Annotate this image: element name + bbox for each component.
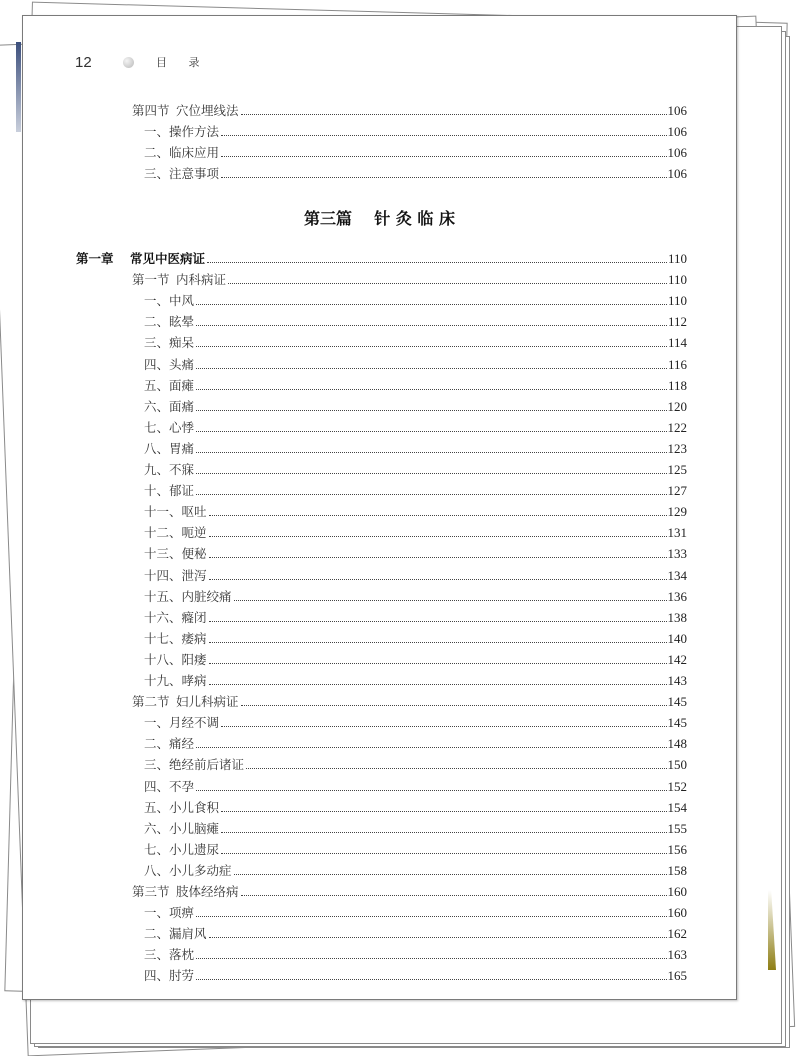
toc-entry-text: 二、漏肩风 bbox=[144, 926, 207, 942]
dot-leader bbox=[209, 620, 667, 622]
toc-entry-text: 穴位埋线法 bbox=[176, 103, 239, 118]
toc-entry-item[interactable] bbox=[144, 796, 687, 816]
toc-entry-section[interactable] bbox=[132, 99, 687, 119]
toc-page-number: 106 bbox=[667, 166, 687, 182]
toc-entry-text: 二、眩晕 bbox=[144, 314, 195, 330]
toc-entry-title bbox=[144, 947, 196, 963]
dot-leader bbox=[234, 873, 667, 875]
toc-entry-title bbox=[144, 145, 221, 161]
toc-entry-section[interactable] bbox=[132, 880, 687, 900]
toc-entry-item[interactable] bbox=[144, 479, 687, 499]
toc-entry-title bbox=[144, 863, 234, 879]
dot-leader bbox=[196, 409, 666, 411]
toc-entry-item[interactable] bbox=[144, 627, 687, 647]
toc-entry-item[interactable] bbox=[144, 732, 687, 752]
toc-page-number: 165 bbox=[667, 968, 687, 984]
toc-entry-title bbox=[144, 779, 196, 795]
toc-entry-title bbox=[144, 399, 196, 415]
toc-entry-text: 十七、痿病 bbox=[144, 630, 207, 646]
toc-entry-text: 二、痛经 bbox=[144, 736, 195, 752]
toc-entry-item[interactable] bbox=[144, 669, 687, 689]
toc-entry-item[interactable] bbox=[144, 395, 687, 415]
toc-entry-text: 七、小儿遗尿 bbox=[144, 841, 220, 857]
toc-page-number: 150 bbox=[667, 757, 687, 773]
toc-entry-item[interactable] bbox=[144, 648, 687, 668]
toc-page-number: 120 bbox=[667, 398, 687, 414]
toc-entry-item[interactable] bbox=[144, 162, 687, 182]
toc-entry-item[interactable] bbox=[144, 964, 687, 984]
toc-entry-item[interactable] bbox=[144, 606, 687, 626]
toc-page-number: 118 bbox=[667, 377, 687, 393]
toc-entry-title bbox=[144, 905, 196, 921]
toc-entry-text: 十二、呃逆 bbox=[144, 525, 207, 541]
toc-entry-title bbox=[132, 103, 241, 119]
toc-entry-text: 八、小儿多动症 bbox=[144, 862, 232, 878]
dot-leader bbox=[221, 810, 666, 812]
toc-page-number: 112 bbox=[667, 314, 687, 330]
toc-entry-item[interactable] bbox=[144, 711, 687, 731]
toc-page-number: 145 bbox=[667, 694, 687, 710]
toc-entry-title bbox=[144, 610, 209, 626]
dot-leader bbox=[246, 767, 666, 769]
toc-entry-number: 第一章 bbox=[76, 251, 114, 266]
toc-entry-title bbox=[144, 357, 196, 373]
dot-leader bbox=[209, 535, 667, 537]
toc-entry-item[interactable] bbox=[144, 120, 687, 140]
dot-leader bbox=[241, 704, 667, 706]
toc-entry-title bbox=[144, 124, 221, 140]
toc-entry-text: 四、肘劳 bbox=[144, 968, 195, 984]
toc-entry-title bbox=[144, 462, 196, 478]
toc-entry-text: 八、胃痛 bbox=[144, 440, 195, 456]
toc-entry-title bbox=[144, 546, 209, 562]
toc-entry-title bbox=[144, 420, 196, 436]
toc-page-number: 134 bbox=[667, 567, 687, 583]
toc-entry-title bbox=[144, 842, 221, 858]
toc-page-number: 114 bbox=[667, 335, 687, 351]
toc-page bbox=[22, 15, 737, 1000]
dot-leader bbox=[196, 303, 667, 305]
dot-leader bbox=[196, 451, 666, 453]
toc-entry-title bbox=[144, 483, 196, 499]
toc-entry-item[interactable] bbox=[144, 310, 687, 330]
toc-entry-title bbox=[132, 694, 241, 710]
toc-entry-title bbox=[144, 293, 196, 309]
toc-page-number: 140 bbox=[667, 630, 687, 646]
toc-entry-item[interactable] bbox=[144, 416, 687, 436]
toc-entry-item[interactable] bbox=[144, 500, 687, 520]
toc-entry-text: 常见中医病证 bbox=[130, 251, 206, 266]
toc-page-number: 129 bbox=[667, 504, 687, 520]
toc-entry-item[interactable] bbox=[144, 289, 687, 309]
toc-entry-item[interactable] bbox=[144, 542, 687, 562]
toc-entry-item[interactable] bbox=[144, 353, 687, 373]
toc-page-number: 106 bbox=[667, 124, 687, 140]
toc-entry-chapter[interactable] bbox=[76, 247, 687, 267]
dot-leader bbox=[196, 957, 666, 959]
header-title: 目 录 bbox=[156, 56, 209, 69]
dot-leader bbox=[196, 367, 667, 369]
toc-entry-text: 五、小儿食积 bbox=[144, 799, 220, 815]
dot-leader bbox=[221, 155, 666, 157]
toc-entry-text: 七、心悸 bbox=[144, 419, 195, 435]
toc-entry-text: 十、郁证 bbox=[144, 483, 195, 499]
toc-entry-number: 第二节 bbox=[132, 694, 170, 710]
toc-entry-item[interactable] bbox=[144, 817, 687, 837]
toc-entry-title bbox=[144, 757, 246, 773]
toc-entry-item[interactable] bbox=[144, 943, 687, 963]
toc-entry-item[interactable] bbox=[144, 458, 687, 478]
toc-entry-title bbox=[144, 968, 196, 984]
toc-entry-item[interactable] bbox=[144, 901, 687, 921]
dot-leader bbox=[209, 936, 667, 938]
toc-page-number: 160 bbox=[667, 884, 687, 899]
dot-leader bbox=[196, 345, 667, 347]
toc-page-number: 148 bbox=[667, 736, 687, 752]
dot-leader bbox=[209, 514, 667, 516]
toc-entry-text: 二、临床应用 bbox=[144, 145, 220, 161]
part-number: 第三篇 bbox=[303, 209, 352, 228]
toc-page-number: 160 bbox=[667, 905, 687, 921]
dot-leader bbox=[221, 831, 666, 833]
toc-entry-text: 十一、呕吐 bbox=[144, 504, 207, 520]
dot-leader bbox=[209, 683, 667, 685]
toc-entry-text: 一、操作方法 bbox=[144, 124, 220, 140]
toc-entry-title bbox=[144, 589, 234, 605]
dot-leader bbox=[234, 599, 667, 601]
toc-entry-title bbox=[144, 926, 209, 942]
toc-page-number: 163 bbox=[667, 947, 687, 963]
dot-leader bbox=[221, 176, 666, 178]
toc-entry-text: 六、面痛 bbox=[144, 398, 195, 414]
toc-entry-text: 十五、内脏绞痛 bbox=[144, 588, 232, 604]
toc-entry-text: 一、月经不调 bbox=[144, 715, 220, 731]
part-subtitle: 针 灸 临 床 bbox=[374, 209, 455, 228]
dot-leader bbox=[207, 261, 667, 263]
toc-page-number: 106 bbox=[667, 103, 687, 118]
toc-entry-text: 四、不孕 bbox=[144, 778, 195, 794]
toc-page-number: 125 bbox=[667, 462, 687, 477]
toc-page-number: 162 bbox=[667, 926, 687, 942]
toc-entry-text: 三、落枕 bbox=[144, 947, 195, 963]
toc-page-number: 123 bbox=[667, 440, 687, 456]
toc-entry-item[interactable] bbox=[144, 859, 687, 879]
toc-entry-item[interactable] bbox=[144, 521, 687, 541]
toc-page-number: 154 bbox=[667, 799, 687, 815]
toc-entry-title bbox=[144, 568, 209, 584]
toc-entry-text: 十九、哮病 bbox=[144, 673, 207, 688]
toc-entry-text: 六、小儿脑瘫 bbox=[144, 820, 220, 836]
toc-entry-number: 第三节 bbox=[132, 884, 170, 899]
toc-entry-item[interactable] bbox=[144, 922, 687, 942]
dot-leader bbox=[221, 852, 666, 854]
toc-page-number: 143 bbox=[667, 673, 687, 688]
toc-page-number: 127 bbox=[667, 483, 687, 499]
dot-leader bbox=[221, 134, 666, 136]
toc-entry-number: 第四节 bbox=[132, 103, 170, 118]
toc-page-number: 133 bbox=[667, 546, 687, 562]
toc-entry-text: 四、头痛 bbox=[144, 356, 195, 372]
dot-leader bbox=[228, 282, 667, 284]
toc-entry-item[interactable] bbox=[144, 838, 687, 858]
toc-entry-text: 妇儿科病证 bbox=[176, 694, 239, 710]
toc-entry-title bbox=[144, 631, 209, 647]
toc-entry-section[interactable] bbox=[132, 690, 687, 710]
toc-page-number: 116 bbox=[667, 356, 687, 372]
toc-page-number: 156 bbox=[667, 841, 687, 857]
toc-page-number: 145 bbox=[667, 715, 687, 731]
dot-leader bbox=[241, 113, 667, 115]
dot-leader bbox=[196, 746, 666, 748]
toc-entry-title bbox=[144, 378, 196, 394]
toc-entry-title bbox=[144, 314, 196, 330]
page-number: 12 bbox=[75, 53, 92, 71]
toc-entry-number: 第一节 bbox=[132, 272, 170, 288]
toc-entry-title bbox=[132, 884, 241, 900]
toc-entry-text: 十八、阳痿 bbox=[144, 651, 207, 667]
toc-entry-text: 三、注意事项 bbox=[144, 166, 220, 182]
toc-page-number: 110 bbox=[667, 293, 687, 309]
toc-entry-title bbox=[144, 800, 221, 816]
toc-entry-title bbox=[144, 525, 209, 541]
toc-entry-title bbox=[144, 335, 196, 351]
toc-entry-title bbox=[144, 736, 196, 752]
page-edge-accent bbox=[16, 42, 21, 132]
toc-entry-item[interactable] bbox=[144, 585, 687, 605]
toc-entry-text: 一、项痹 bbox=[144, 905, 195, 921]
toc-entry-item[interactable] bbox=[144, 437, 687, 457]
dot-leader bbox=[209, 578, 667, 580]
part-title bbox=[23, 206, 736, 229]
dot-leader bbox=[196, 430, 666, 432]
toc-entry-title bbox=[132, 272, 228, 288]
toc-entry-section[interactable] bbox=[132, 268, 687, 288]
dot-leader bbox=[221, 725, 666, 727]
toc-entry-title bbox=[144, 166, 221, 182]
toc-page-number: 155 bbox=[667, 820, 687, 836]
toc-entry-title bbox=[144, 821, 221, 837]
toc-entry-text: 五、面瘫 bbox=[144, 377, 195, 393]
toc-page-number: 106 bbox=[667, 145, 687, 161]
toc-page-number: 152 bbox=[667, 778, 687, 794]
toc-entry-text: 十三、便秘 bbox=[144, 546, 207, 562]
toc-page-number: 142 bbox=[667, 651, 687, 667]
bullet-dot-icon bbox=[123, 57, 134, 68]
page-header bbox=[75, 52, 209, 72]
dot-leader bbox=[209, 556, 667, 558]
toc-entry-text: 内科病证 bbox=[176, 272, 227, 288]
toc-entry-text: 三、绝经前后诸证 bbox=[144, 757, 245, 773]
toc-page-number: 136 bbox=[667, 588, 687, 604]
toc-entry-text: 十四、泄泻 bbox=[144, 567, 207, 583]
toc-entry-title bbox=[144, 441, 196, 457]
toc-entry-item[interactable] bbox=[144, 141, 687, 161]
dot-leader bbox=[196, 324, 667, 326]
toc-entry-item[interactable] bbox=[144, 374, 687, 394]
toc-entry-text: 十六、癃闭 bbox=[144, 609, 207, 625]
toc-entry-text: 九、不寐 bbox=[144, 462, 195, 477]
dot-leader bbox=[196, 915, 666, 917]
dot-leader bbox=[196, 978, 666, 980]
toc-entry-title bbox=[144, 715, 221, 731]
toc-entry-item[interactable] bbox=[144, 775, 687, 795]
toc-entry-item[interactable] bbox=[144, 753, 687, 773]
toc-entry-title bbox=[144, 673, 209, 689]
toc-entry-title bbox=[144, 504, 209, 520]
toc-entry-text: 三、痴呆 bbox=[144, 335, 195, 351]
toc-entry-text: 肢体经络病 bbox=[176, 884, 239, 899]
toc-page-number: 110 bbox=[667, 251, 687, 266]
dot-leader bbox=[209, 662, 667, 664]
toc-entry-item[interactable] bbox=[144, 564, 687, 584]
dot-leader bbox=[196, 388, 667, 390]
toc-entry-text: 一、中风 bbox=[144, 293, 195, 309]
toc-page-number: 138 bbox=[667, 609, 687, 625]
dot-leader bbox=[196, 789, 666, 791]
toc-page-number: 110 bbox=[667, 272, 687, 288]
dot-leader bbox=[209, 641, 667, 643]
toc-page-number: 158 bbox=[667, 862, 687, 878]
toc-page-number: 122 bbox=[667, 419, 687, 435]
dot-leader bbox=[196, 472, 666, 474]
toc-entry-title bbox=[76, 251, 207, 267]
toc-entry-item[interactable] bbox=[144, 331, 687, 351]
toc-entry-title bbox=[144, 652, 209, 668]
toc-page-number: 131 bbox=[667, 525, 687, 541]
dot-leader bbox=[196, 493, 666, 495]
dot-leader bbox=[241, 894, 667, 896]
